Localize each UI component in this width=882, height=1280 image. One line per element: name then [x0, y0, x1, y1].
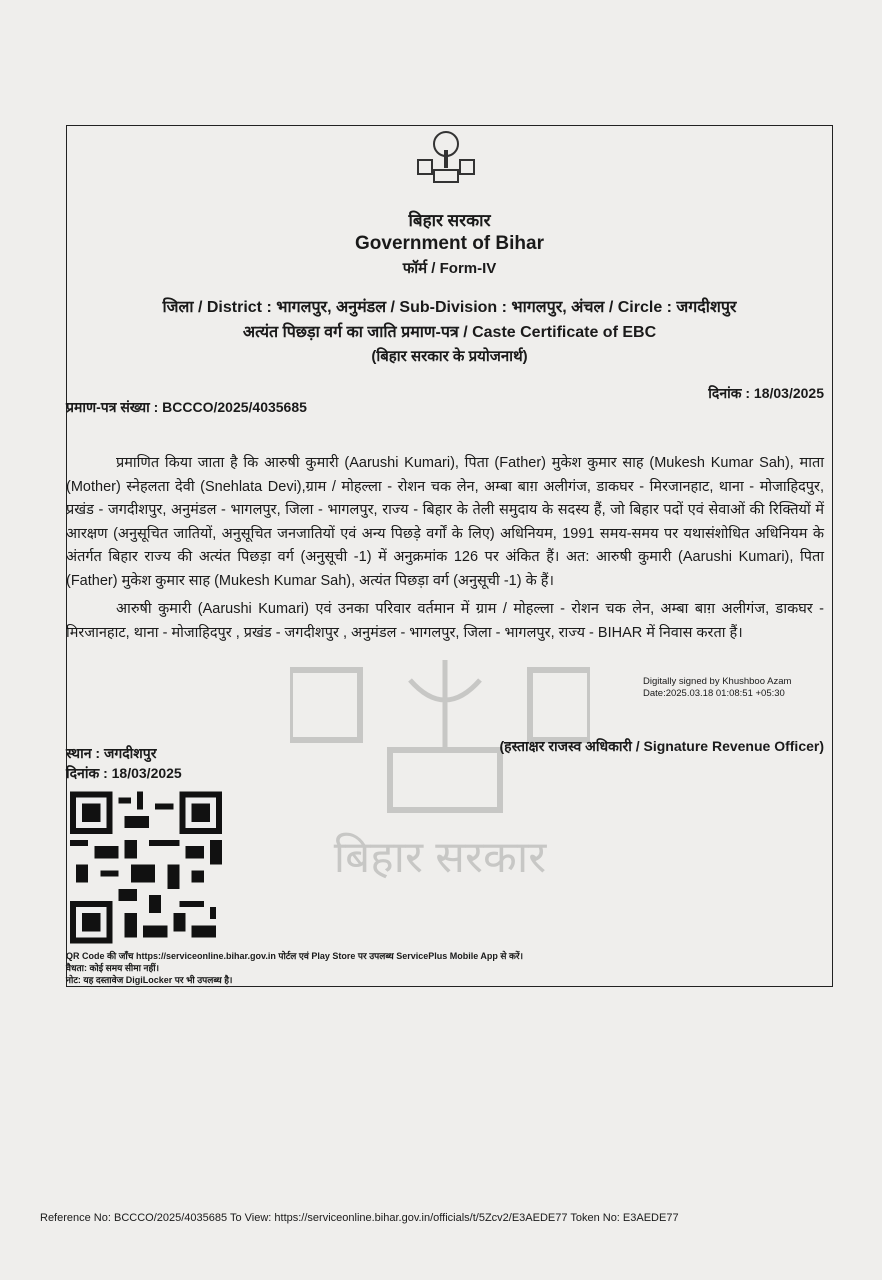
- qr-code[interactable]: [70, 790, 222, 945]
- qr-verify-note: QR Code की जाँच https://serviceonline.bihar.gov.in पोर्टल एवं Play Store पर उपलब्ध ServicePlus Mobile App से करें।: [66, 951, 523, 961]
- qr-note: [66, 950, 523, 986]
- certificate-number: प्रमाण-पत्र संख्या : BCCCO/2025/4035685: [66, 399, 307, 415]
- digital-sign-name: Digitally signed by Khushboo Azam: [643, 676, 792, 687]
- form-number: फॉर्म / Form-IV: [402, 260, 497, 277]
- gov-hindi: बिहार सरकार: [408, 211, 491, 230]
- place: स्थान : जगदीशपुर: [66, 745, 157, 761]
- watermark-text: बिहार सरकार: [333, 833, 547, 882]
- digilocker-note: नोट: यह दस्तावेज DigiLocker पर भी उपलब्ध है।: [66, 975, 233, 985]
- watermark: [290, 660, 590, 880]
- signature-label: (हस्ताक्षर राजस्व अधिकारी / Signature Revenue Officer): [499, 738, 824, 754]
- issue-date: दिनांक : 18/03/2025: [708, 385, 824, 401]
- gov-english: Government of Bihar: [355, 233, 544, 254]
- purpose: (बिहार सरकार के प्रयोजनार्थ): [371, 348, 528, 365]
- bihar-emblem-icon: [416, 130, 476, 186]
- reference-line: Reference No: BCCCO/2025/4035685 To View: https://serviceonline.bihar.gov.in/officials/t/5Zcv2/E3AEDE77 Token No: E3AEDE77: [40, 1212, 679, 1224]
- digital-signature: [643, 676, 791, 700]
- sign-date: दिनांक : 18/03/2025: [66, 765, 182, 781]
- certificate-body: प्रमाणित किया जाता है कि आरुषी कुमारी (Aarushi Kumari), पिता (Father) मुकेश कुमार साह (Mukesh Kumar Sah), माता (Mother) स्नेहलता देवी (Snehlata Devi),ग्राम / मोहल्ला - रोशन चक लेन, अम्बा बाग़ अलीगंज, डाकघर - मिरजानहाट, थाना - मोजाहिदपुर, प्रखंड - जगदीशपुर, अनुमंडल - भागलपुर, जिला - भागलपुर, राज्य - बिहार के तेली समुदाय के सदस्य हैं, जो बिहार पदों एवं सेवाओं की रिक्तियों में आरक्षण (अनुसूचित जातियों, अनुसूचित जनजातियों एवं अन्य पिछड़े वर्गों के लिए) अधिनियम, 1991 समय-समय पर यथासंशोधित अधिनियम के अंतर्गत बिहार राज्य की अत्यंत पिछड़ा वर्ग (अनुसूची -1) में अनुक्रमांक 126 पर अंकित हैं। अत: आरुषी कुमारी (Aarushi Kumari), पिता (Father) मुकेश कुमार साह (Mukesh Kumar Sah), अत्यंत पिछड़ा वर्ग (अनुसूची -1) के हैं।: [66, 455, 824, 589]
- district-line: जिला / District : भागलपुर, अनुमंडल / Sub-Division : भागलपुर, अंचल / Circle : जगदीशपुर: [162, 299, 737, 316]
- certificate-title: अत्यंत पिछड़ा वर्ग का जाति प्रमाण-पत्र / Caste Certificate of EBC: [242, 324, 657, 341]
- residence-paragraph: आरुषी कुमारी (Aarushi Kumari) एवं उनका परिवार वर्तमान में ग्राम / मोहल्ला - रोशन चक लेन, अम्बा बाग़ अलीगंज, डाकघर - मिरजानहाट, थाना - मोजाहिदपुर , प्रखंड - जगदीशपुर , अनुमंडल - भागलपुर, जिला - भागलपुर, राज्य - BIHAR में निवास करता हैं।: [66, 601, 824, 641]
- validity-note: वैधता: कोई समय सीमा नहीं।: [66, 963, 159, 973]
- digital-sign-date: Date:2025.03.18 01:08:51 +05:30: [643, 688, 785, 699]
